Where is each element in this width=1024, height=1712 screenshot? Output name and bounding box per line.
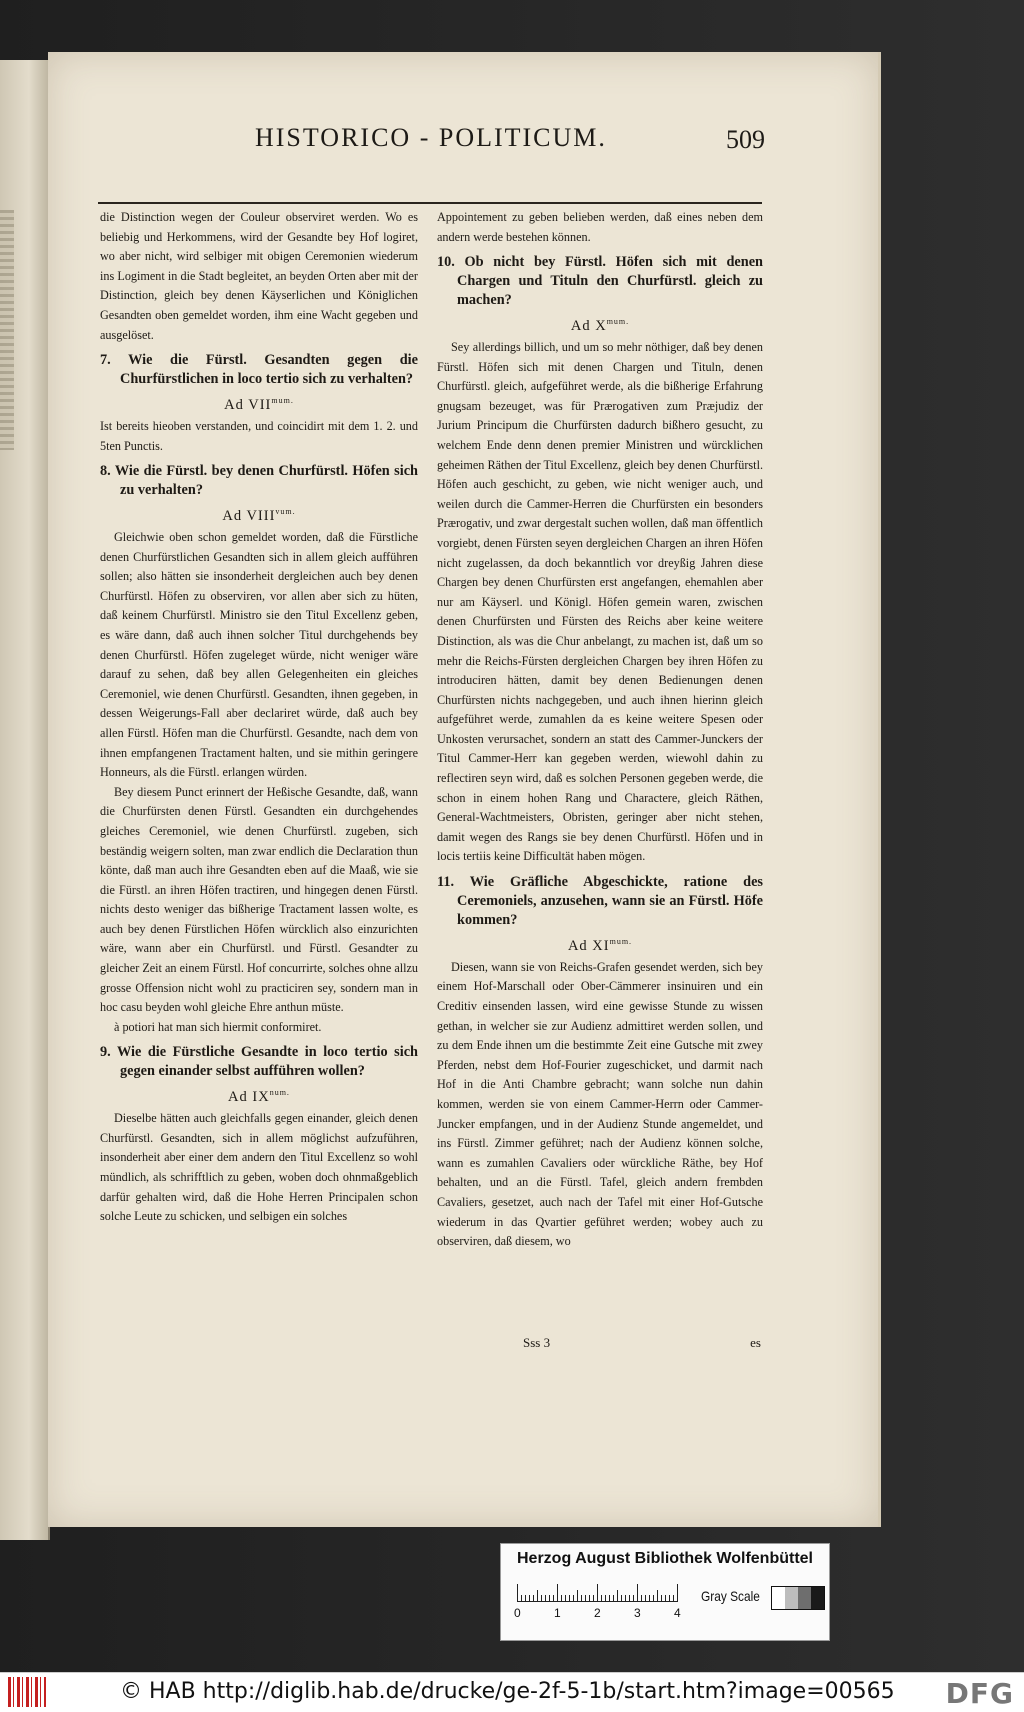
paragraph: Gleichwie oben schon gemeldet worden, daß die Fürstliche denen Churfürstlichen Gesandten sich in allem gleich aufführen sollen; also hätten sie insonderheit dergleichen auch bey denen Churfürstl. Höfen zu observiren, vor allen aber sich zu hüten, daß keinem Churfürstl. Ministro sie den Titul Excellenz geben, es wäre dann, daß auch ihnen solcher Titul durchgehends bey denen Churfürstl. Höfen zugeleget würde, nicht weniger wäre darauf zu sehen, daß bey allen Gelegenheiten ein gleiches Ceremoniel, wie denen Churfürstl. Gesandten, ihnen gegeben, in dessen Weigerungs-Fall aber declariret würde, daß auch bey allen Fürstl. Höfen man die Churfürstl. Gesandte, nach dem von ihnen empfangenen Tractament halten, und sie mithin geringere Honneurs, als die Fürstl. erlangen würden. — [100, 530, 418, 780]
paragraph: Appointement zu geben belieben werden, daß eines neben dem andern werde bestehen können. — [437, 210, 763, 244]
section-heading — [100, 502, 418, 526]
page-number: 509 — [726, 125, 765, 154]
section-heading-suffix: mum. — [271, 396, 294, 406]
right-column — [437, 208, 763, 1252]
ruler-tick — [637, 1584, 638, 1602]
ruler-tick-label: 4 — [674, 1606, 681, 1620]
barcode-icon — [8, 1677, 46, 1707]
section-heading-suffix: mum. — [609, 937, 633, 947]
grayscale-swatch — [798, 1587, 811, 1609]
section-heading-text: Ad VII — [224, 396, 272, 413]
grayscale-swatch — [772, 1587, 785, 1609]
ruler-tick-label: 2 — [594, 1606, 601, 1620]
grayscale-label: Gray Scale — [701, 1588, 760, 1604]
copyright-link[interactable]: © HAB http://diglib.hab.de/drucke/ge-2f-5-1b/start.htm?image=00565 — [120, 1679, 895, 1704]
paragraph: Diesen, wann sie von Reichs-Grafen gesendet werden, sich bey einem Hof-Marschall oder Ober-Cämmerer insinuiren und ein Creditiv einsenden lassen, wird eine gewisse Stunde zu wissen gethan, in welcher sie zur Audienz admittiret werden sollen, und zu dem Ende ihnen um die bestimmte Zeit eine Gutsche mit zwey Pferden, nebst dem Hof-Fourier zugeschicket, und darmit nach Hof in die Anti Chambre gebracht; wann solche nun dahin kommen, werden sie von einem Cammer-Herrn oder Cammer-Juncker empfangen, und in der Audienz Stunde angemeldet, und ins Fürstl. Zimmer geführet; nach der Audienz können solche, wann es zumahlen Cavaliers oder würckliche Räthe, bey Hof behalten, und an die Fürstl. Tafel, gleich andern frembden Cavaliers, gesetzet, auch nach der Tafel mit einer Hof-Gutsche wiederum in das Qvartier geführet werden; wobey auch zu observiren, daß diesem, wo — [437, 959, 763, 1249]
catchword: es — [750, 1335, 761, 1350]
section-heading — [437, 932, 763, 956]
section-heading-text: Ad X — [570, 318, 607, 335]
question-heading: 10. Ob nicht bey Fürstl. Höfen sich mit denen Chargen und Tituln den Churfürstl. gleich zu machen? — [437, 254, 763, 309]
section-heading-text: Ad XI — [567, 937, 610, 954]
header-rule — [98, 202, 762, 204]
ruler-tick-label: 0 — [514, 1606, 521, 1620]
paragraph: à potiori hat man sich hiermit conformiret. — [114, 1019, 322, 1034]
section-heading — [437, 312, 763, 336]
ruler-tick — [557, 1584, 558, 1602]
paragraph: Ist bereits hieoben verstanden, und coincidirt mit dem 1. 2. und 5ten Punctis. — [100, 418, 418, 453]
grayscale-swatch — [811, 1587, 824, 1609]
section-heading-text: Ad VIII — [222, 508, 276, 524]
grayscale-swatch — [785, 1587, 798, 1609]
question-heading: 11. Wie Gräfliche Abgeschickte, ratione des Ceremoniels, anzusehen, wann sie an Fürstl. Höfe kommen? — [437, 874, 763, 929]
question-heading: 8. Wie die Fürstl. bey denen Churfürstl. Höfen sich zu verhalten? — [100, 463, 418, 499]
facing-page-edge — [0, 60, 50, 1540]
ruler-baseline — [517, 1601, 677, 1602]
library-name: Herzog August Bibliothek Wolfenbüttel — [517, 1550, 813, 1567]
dfg-logo: DFG — [945, 1677, 1014, 1710]
ruler-tick — [517, 1584, 518, 1602]
paragraph: die Distinction wegen der Couleur observiret werden. Wo es beliebig und Herkommens, wird der Gesandte bey Hof logiret, wo aber nicht, wird selbiger mit obigen Ceremonien wiederum ins Logiment in die Stadt begleitet, an beyden Orten aber mit der Distinction, gleich bey denen Käyserlichen und Königlichen Gesandten oben gemeldet worden, ihm eine Wacht gegeben und ausgelöset. — [100, 210, 418, 342]
question-heading: 9. Wie die Fürstliche Gesandte in loco tertio sich gegen einander selbst aufführen wollen? — [100, 1044, 418, 1080]
section-heading — [100, 1083, 418, 1107]
section-heading-text: Ad IX — [228, 1089, 270, 1106]
section-heading-suffix: num. — [269, 1088, 290, 1098]
facing-page-text-bleed — [0, 210, 14, 450]
running-title: HISTORICO - POLITICUM. — [255, 123, 607, 152]
footer-bar — [0, 1672, 1024, 1712]
page-footer — [437, 1335, 763, 1355]
page-header — [205, 123, 765, 179]
ruler-tick — [597, 1584, 598, 1602]
paragraph: Dieselbe hätten auch gleichfalls gegen einander, gleich denen Churfürstl. Gesandten, sich in allem möglichst aufzuführen, insonderheit aber einer dem andern den Titul Excellenz so wohl mündlich, als schrifftlich zu geben, woben doch ohnmaßgeblich darfür gehalten wird, daß die Hohe Herren Principalen schon solche Leute zu schicken, und selbigen ein solches — [100, 1111, 418, 1224]
ruler-tick-label: 3 — [634, 1606, 641, 1620]
ruler-tick — [677, 1584, 678, 1602]
signature-mark: Sss 3 — [523, 1335, 551, 1350]
paragraph: Sey allerdings billich, und um so mehr nöthiger, daß bey denen Fürstl. Höfen sich mit denen Chargen und Tituln, denen Churfürstl. gleich, aufgeführet werde, als die bißherige Erfahrung gnugsam bezeuget, was für Prærogativen zum Præjudiz der Jurium Principum die Churfürsten dadurch bißhero gesucht, zu welchem Ende denn denen premier Ministren und würcklichen geheimen Räthen der Titul Excellenz, gleich bey denen Churfürstl. Höfen auch geschicht, zu geben, wie nicht weniger auch, und weilen durch die Cammer-Herren die Churfürsten ein besonders Prærogativ, und zwar dergestalt suchen wollen, daß man öffentlich vorgiebt, denen Fürsten seyen dergleichen Chargen an ihren Höfen nicht zugelassen, da doch bekanntlich vor dreyßig Jahren diese Chargen bey denen Churfürsten erst angefangen, ehemahlen aber nur am Käyserl. und Königl. Höfen gemein waren, zwischen denen Churfürsten und Fürsten des Reichs aber keine weitere Distinction, als was die Chur anbelangt, zu machen ist, daß um so mehr die Reichs-Fürsten dergleichen Chargen bey ihren Höfen zu introduciren hätten, damit bey denen Bedienungen denen Churfürsten nichts nachgegeben, und auch ihnen hierinn gleich aufgeführet werde, zumahlen da es keine weitere Spesen oder Unkosten verursachet, sondern an statt des Cammer-Junckers der Titul Cammer-Herr kan gegeben werden, wiewohl dahin zu reflectiren seyn wird, daß es solchen Personen gegeben werde, die schon in einem hohen Rang und Charactere, gleich Räthen, General-Wachtmeisters, Obristen, geringer aber nicht stehen, damit wegen des Rangs sie bey denen Churfürstl. Höfen und in locis tertiis keine Difficultät haben mögen. — [437, 340, 763, 864]
question-heading: 7. Wie die Fürstl. Gesandten gegen die Churfürstlichen in loco tertio sich zu verhalten? — [100, 352, 418, 388]
ruler-tick-label: 1 — [554, 1606, 561, 1620]
section-heading-suffix: mum. — [606, 317, 630, 327]
section-heading — [100, 391, 418, 415]
left-column — [100, 208, 418, 1227]
library-scale-label — [500, 1543, 830, 1641]
grayscale-bar — [771, 1586, 825, 1610]
paragraph: Bey diesem Punct erinnert der Heßische Gesandte, daß, wann die Churfürsten denen Fürstl. Gesandten ein durchgehendes gleiches Ceremoniel, wie denen Churfürstl. zugeben, sich beständig weigern solten, man zwar endlich die Declaration thun könte, daß man auch ihre Gesandten eben auf die Maaß, wie sie die Fürstl. an ihren Höfen tractiren, und hingegen denen Fürstl. nichts desto weniger das bißherige Tractament lassen wolte, es auch bey denen Fürstlichen Höfen würcklich also einzurichten wäre, wann aber ein Churfürstl. und Fürstl. Gesandter zu gleicher Zeit an einem Fürstl. Hof concurrirte, solches ohne allzu grosse Offension nicht wohl zu practiciren sey, sondern man in hoc casu beyden wohl gleiche Ehre anthun müste. — [100, 784, 418, 1015]
centimeter-ruler — [514, 1580, 687, 1620]
section-heading-suffix: vum. — [275, 507, 296, 517]
